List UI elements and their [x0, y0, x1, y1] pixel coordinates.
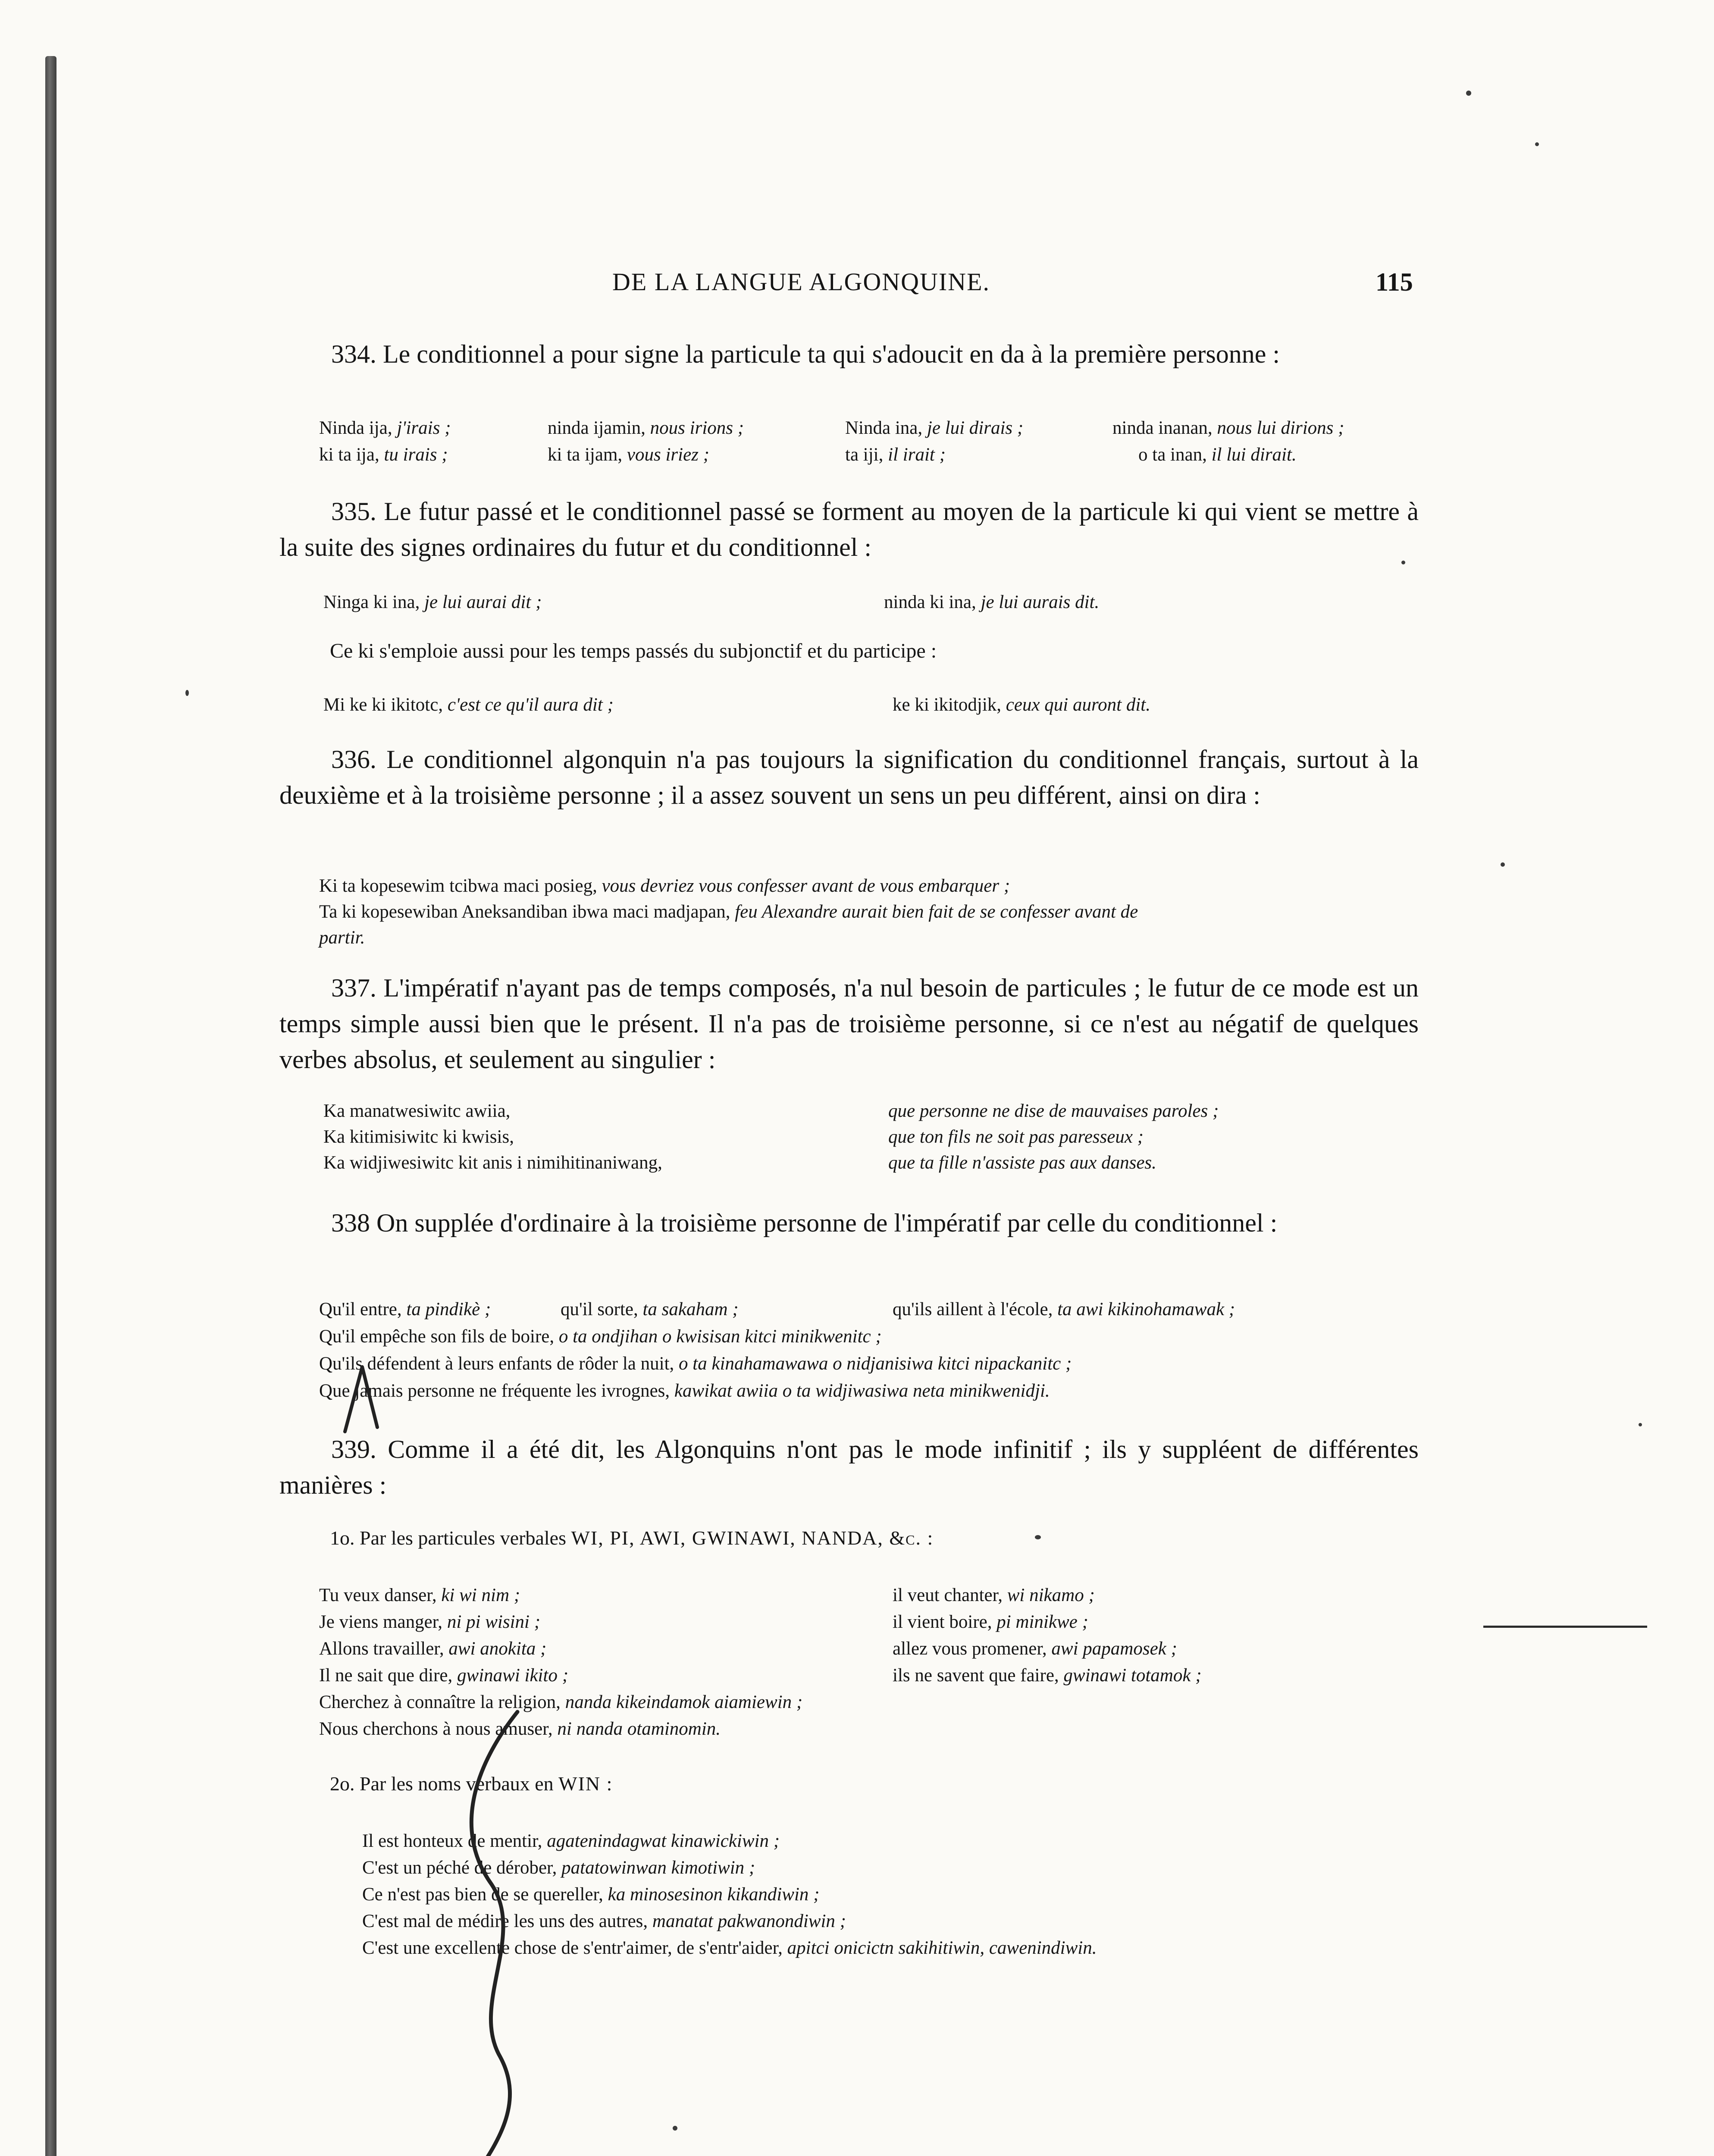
- example-339-7: Il ne sait que dire, gwinawi ikito ;: [319, 1665, 569, 1686]
- example-336-1: Ki ta kopesewim tcibwa maci posieg, vous devriez vous confesser avant de vous embarquer ;: [319, 876, 1010, 896]
- handwritten-mark-icon: [336, 1363, 388, 1436]
- paragraph-334: 334. Le conditionnel a pour signe la particule ta qui s'adoucit en da à la première personne :: [331, 340, 1280, 368]
- example-339-5: Allons travailler, awi anokita ;: [319, 1639, 547, 1659]
- example-339-2: il veut chanter, wi nikamo ;: [893, 1585, 1095, 1605]
- page-number: 115: [1376, 268, 1413, 296]
- running-header: DE LA LANGUE ALGONQUINE.: [612, 268, 990, 296]
- example-339-6: allez vous promener, awi papamosek ;: [893, 1639, 1177, 1659]
- margin-rule: [1483, 1626, 1647, 1628]
- example-335-4: ke ki ikitodjik, ceux qui auront dit.: [893, 695, 1150, 715]
- subsection-2-heading: 2o. Par les noms verbaux en WIN :: [330, 1773, 613, 1795]
- example-334-3: Ninda ina, je lui dirais ;: [845, 418, 1024, 438]
- example-338-2: qu'il sorte, ta sakaham ;: [561, 1299, 739, 1319]
- example-337-1-fr: que personne ne dise de mauvaises paroles ;: [888, 1101, 1219, 1121]
- example-335-3: Mi ke ki ikitotc, c'est ce qu'il aura dit ;: [323, 695, 614, 715]
- example-338-6: Que jamais personne ne fréquente les ivrognes, kawikat awiia o ta widjiwasiwa neta minikwenidji.: [319, 1381, 1050, 1401]
- example-339-11: Il est honteux de mentir, agatenindagwat kinawickiwin ;: [362, 1831, 780, 1851]
- example-339-9: Cherchez à connaître la religion, nanda kikeindamok aiamiewin ;: [319, 1692, 803, 1712]
- example-335-1: Ninga ki ina, je lui aurai dit ;: [323, 592, 542, 612]
- example-337-1-alg: Ka manatwesiwitc awiia,: [323, 1101, 511, 1121]
- paragraph-339: 339. Comme il a été dit, les Algonquins n'ont pas le mode infinitif ; ils y suppléent de différentes manières :: [279, 1435, 1419, 1499]
- example-334-4: ninda inanan, nous lui dirions ;: [1112, 418, 1344, 438]
- example-339-1: Tu veux danser, ki wi nim ;: [319, 1585, 520, 1605]
- example-335-2: ninda ki ina, je lui aurais dit.: [884, 592, 1100, 612]
- example-337-2-fr: que ton fils ne soit pas paresseux ;: [888, 1127, 1144, 1147]
- example-334-2: ninda ijamin, nous irions ;: [548, 418, 744, 438]
- example-337-3-alg: Ka widjiwesiwitc kit anis i nimihitinaniwang,: [323, 1153, 662, 1173]
- example-338-4: Qu'il empêche son fils de boire, o ta ondjihan o kwisisan kitci minikwenitc ;: [319, 1326, 882, 1347]
- example-337-3-fr: que ta fille n'assiste pas aux danses.: [888, 1153, 1156, 1173]
- note-335: Ce ki s'emploie aussi pour les temps passés du subjonctif et du participe :: [330, 639, 937, 662]
- paragraph-336: 336. Le conditionnel algonquin n'a pas toujours la signification du conditionnel français, surtout à la deuxième et à la troisième personne ; il a assez souvent un sens un peu différent, ainsi on dira :: [279, 745, 1419, 809]
- example-334-8: o ta inan, il lui dirait.: [1138, 445, 1297, 465]
- example-337-2-alg: Ka kitimisiwitc ki kwisis,: [323, 1127, 514, 1147]
- subsection-1-heading: 1o. Par les particules verbales WI, PI, AWI, GWINAWI, NANDA, &c. :: [330, 1527, 934, 1549]
- example-338-3: qu'ils aillent à l'école, ta awi kikinohamawak ;: [893, 1299, 1235, 1319]
- example-338-1: Qu'il entre, ta pindikè ;: [319, 1299, 491, 1319]
- example-338-5: Qu'ils défendent à leurs enfants de rôder la nuit, o ta kinahamawawa o nidjanisiwa kitci nipackanitc ;: [319, 1354, 1072, 1374]
- example-336-2: Ta ki kopesewiban Aneksandiban ibwa maci madjapan, feu Alexandre aurait bien fait de se confesser avant de: [319, 902, 1138, 922]
- example-339-4: il vient boire, pi minikwe ;: [893, 1612, 1088, 1632]
- handwritten-stroke-icon: [431, 1703, 543, 2156]
- example-336-2-cont: partir.: [319, 928, 365, 948]
- example-334-5: ki ta ija, tu irais ;: [319, 445, 448, 465]
- example-339-13: Ce n'est pas bien de se quereller, ka minosesinon kikandiwin ;: [362, 1884, 820, 1905]
- example-334-1: Ninda ija, j'irais ;: [319, 418, 451, 438]
- paragraph-338: 338 On supplée d'ordinaire à la troisième personne de l'impératif par celle du conditionnel :: [331, 1209, 1278, 1237]
- example-339-12: C'est un péché de dérober, patatowinwan kimotiwin ;: [362, 1858, 755, 1878]
- example-339-10: Nous cherchons à nous amuser, ni nanda otaminomin.: [319, 1719, 721, 1739]
- example-334-6: ki ta ijam, vous iriez ;: [548, 445, 709, 465]
- example-339-14: C'est mal de médire les uns des autres, manatat pakwanondiwin ;: [362, 1911, 846, 1931]
- example-334-7: ta iji, il irait ;: [845, 445, 946, 465]
- paragraph-337: 337. L'impératif n'ayant pas de temps composés, n'a nul besoin de particules ; le futur de ce mode est un temps simple aussi bien que le présent. Il n'a pas de troisième personne, si ce n'est au négatif de quelques verbes absolus, et seulement au singulier :: [279, 974, 1419, 1074]
- example-339-3: Je viens manger, ni pi wisini ;: [319, 1612, 541, 1632]
- paragraph-335: 335. Le futur passé et le conditionnel passé se forment au moyen de la particule ki qui vient se mettre à la suite des signes ordinaires du futur et du conditionnel :: [279, 497, 1419, 561]
- example-339-15: C'est une excellente chose de s'entr'aimer, de s'entr'aider, apitci onicictn sakihitiwin, cawenindiwin.: [362, 1938, 1097, 1958]
- example-339-8: ils ne savent que faire, gwinawi totamok ;: [893, 1665, 1202, 1686]
